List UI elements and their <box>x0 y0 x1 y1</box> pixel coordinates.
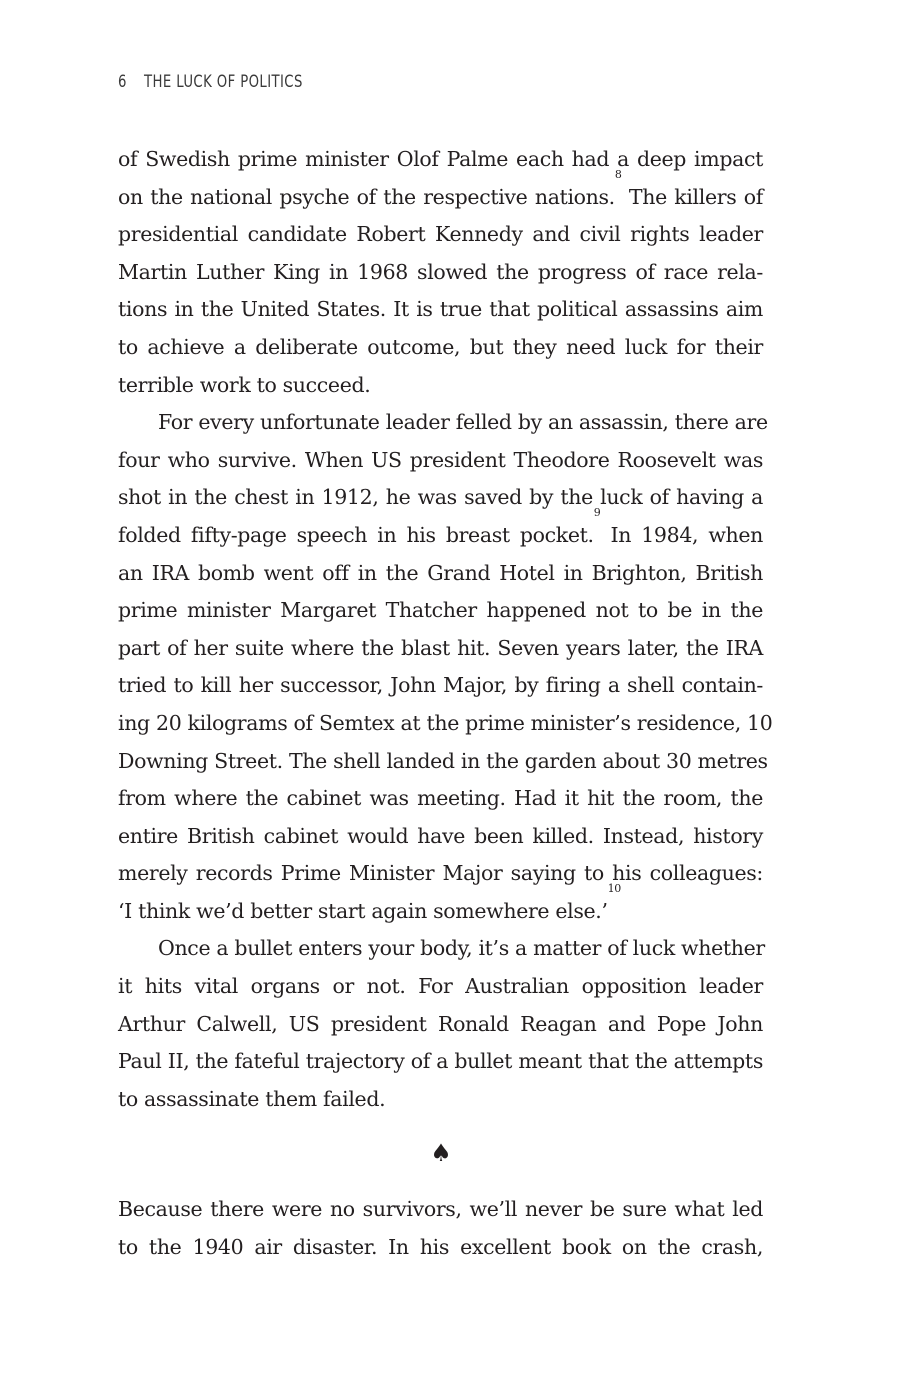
text-line: it hits vital organs or not. For Australian opposition leader <box>118 974 763 999</box>
text-line: shot in the chest in 1912, he was saved by the luck of having a <box>118 485 763 510</box>
text-line: to assassinate them failed. <box>118 1086 386 1111</box>
text-line: entire British cabinet would have been killed. Instead, history <box>118 823 763 848</box>
text-line: on the national psyche of the respective nations.$^8$ The killers of <box>118 167 763 209</box>
text-line: For every unfortunate leader felled by an assassin, there are <box>158 410 768 435</box>
paragraph-4 <box>118 1191 763 1266</box>
text-line: terrible work to succeed. <box>118 372 371 397</box>
text-line: Arthur Calwell, US president Ronald Reagan and Pope John <box>118 1011 763 1036</box>
text-line: of Swedish prime minister Olof Palme each had a deep impact <box>118 147 763 171</box>
text-line: ‘I think we’d better start again somewhere else.’$^{10}$ <box>118 881 621 923</box>
text-line: from where the cabinet was meeting. Had it hit the room, the <box>118 786 763 811</box>
footnote-ref-10[interactable]: 10 <box>607 881 621 895</box>
body-text-section-2 <box>118 1191 763 1266</box>
running-head <box>118 72 303 92</box>
paragraph-2 <box>118 404 773 930</box>
text-line: ing 20 kilograms of Semtex at the prime minister’s residence, 10 <box>118 710 773 735</box>
paragraph-3 <box>118 930 763 1118</box>
body-text-section-1 <box>118 141 773 1118</box>
footnote-ref-8[interactable]: 8 <box>614 167 622 181</box>
page-number: 6 <box>118 72 127 92</box>
text-line: an IRA bomb went off in the Grand Hotel in Brighton, British <box>118 560 763 585</box>
paragraph-1 <box>118 141 763 404</box>
text-line: merely records Prime Minister Major saying to his colleagues: <box>118 861 763 886</box>
text-line: tried to kill her successor, John Major, by firing a shell contain- <box>118 673 763 698</box>
text-line: part of her suite where the blast hit. Seven years later, the IRA <box>118 635 763 660</box>
text-line: to the 1940 air disaster. In his excellent book on the crash, <box>118 1234 763 1259</box>
running-title: THE LUCK OF POLITICS <box>143 72 303 92</box>
text-line: tions in the United States. It is true that political assassins aim <box>118 297 763 322</box>
text-line: folded fifty-page speech in his breast pocket.$^9$ In 1984, when <box>118 505 763 547</box>
footnote-ref-9[interactable]: 9 <box>593 505 601 519</box>
text-line: presidential candidate Robert Kennedy and civil rights leader <box>118 222 763 247</box>
text-line: Once a bullet enters your body, it’s a matter of luck whether <box>158 936 765 961</box>
text-line: to achieve a deliberate outcome, but they need luck for their <box>118 334 763 359</box>
text-line: prime minister Margaret Thatcher happened not to be in the <box>118 598 763 623</box>
text-line: four who survive. When US president Theodore Roosevelt was <box>118 447 763 472</box>
spade-icon: ♠ <box>430 1139 452 1167</box>
text-line: Because there were no survivors, we’ll never be sure what led <box>118 1197 763 1221</box>
text-line: Martin Luther King in 1968 slowed the progress of race rela- <box>118 259 763 284</box>
text-line: Downing Street. The shell landed in the garden about 30 metres <box>118 748 768 773</box>
text-line: Paul II, the fateful trajectory of a bullet meant that the attempts <box>118 1049 763 1074</box>
